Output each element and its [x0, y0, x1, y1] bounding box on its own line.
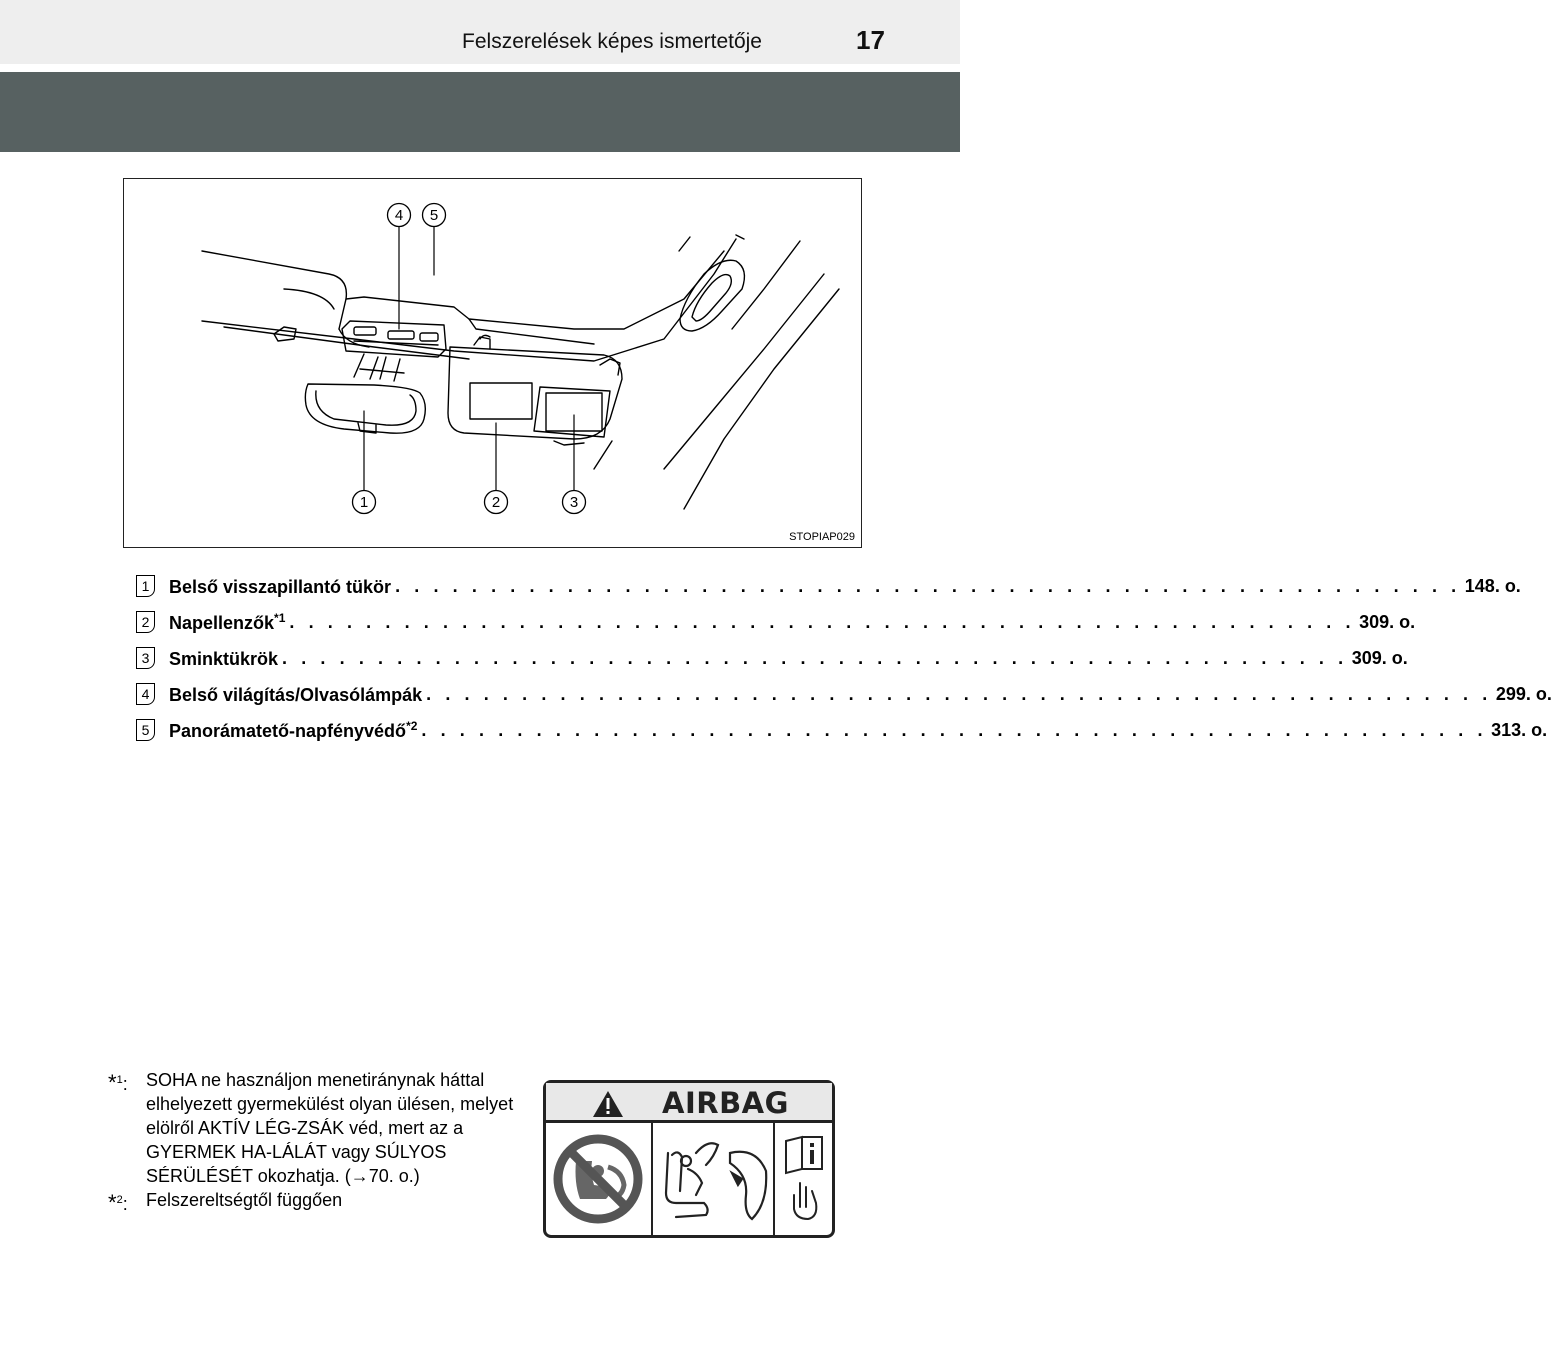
no-rear-facing-child-seat-icon	[558, 1139, 638, 1219]
page-ref: 309. o.	[1359, 611, 1416, 632]
page-ref: 313. o.	[1491, 719, 1548, 740]
footnotes	[108, 1068, 518, 1216]
item-label: Belső világítás/Olvasólámpák	[169, 684, 423, 705]
item-label: Sminktükrök	[169, 648, 279, 669]
airbag-label-pictograms	[546, 1083, 832, 1235]
airbag-title: AIRBAG	[662, 1086, 789, 1120]
callout-3: 3	[569, 494, 579, 511]
figure-code: STOPIAP029	[789, 531, 855, 543]
leader-dots: . . . . . . . . . . . . . . . . . . . . . . . . . . . . . . . . . . . . . . . . . . . . . . . . . . . . . . . .	[289, 611, 1356, 632]
header-separator	[0, 64, 960, 72]
interior-roof-figure	[123, 178, 862, 548]
item-number: 4	[136, 683, 155, 705]
callout-2: 2	[491, 494, 501, 511]
list-item	[136, 676, 1552, 712]
leader-dots: . . . . . . . . . . . . . . . . . . . . . . . . . . . . . . . . . . . . . . . . . . . . . . . . . . . . . . . .	[395, 575, 1461, 596]
item-list	[136, 568, 1552, 748]
callout-4: 4	[394, 207, 404, 224]
leader-dots: . . . . . . . . . . . . . . . . . . . . . . . . . . . . . . . . . . . . . . . . . . . . . . . . . . . . . . . .	[282, 647, 1348, 668]
warning-triangle-icon	[593, 1091, 623, 1117]
footnote-mark: *$^2$:	[108, 1190, 128, 1215]
page-ref: 299. o.	[1495, 683, 1552, 704]
item-number: 5	[136, 719, 155, 741]
list-item	[136, 712, 1548, 748]
callout-labels	[124, 179, 861, 547]
footnote-2	[108, 1188, 518, 1216]
header-band	[0, 72, 960, 152]
item-number: 3	[136, 647, 155, 669]
airbag-deploy-icon	[666, 1143, 766, 1219]
item-label: Napellenzők$^{*1}$	[169, 610, 286, 633]
item-label: Belső visszapillantó tükör	[169, 576, 392, 597]
page-ref: 309. o.	[1351, 647, 1408, 668]
footnote-mark: *$^1$:	[108, 1070, 128, 1095]
item-number: 1	[136, 575, 155, 597]
item-label: Panorámatető-napfényvédő$^{*2}$	[169, 718, 418, 741]
section-title: Felszerelések képes ismertetője	[462, 30, 762, 53]
callout-5: 5	[429, 207, 439, 224]
airbag-warning-label	[543, 1080, 835, 1238]
footnote-text: SOHA ne használjon menetiránynak háttal elhelyezett gyermekülést olyan ülésen, melyet elölről AKTÍV LÉG-ZSÁK véd, mert az a GYERMEK HA-LÁLÁT vagy SÚLYOS SÉRÜLÉSÉT okozhatja. (→70. o.)	[146, 1070, 514, 1186]
list-item	[136, 568, 1521, 604]
manual-info-icon	[786, 1137, 822, 1219]
page-ref: 148. o.	[1464, 575, 1521, 596]
callout-1: 1	[359, 494, 369, 511]
list-item	[136, 604, 1416, 640]
list-item	[136, 640, 1408, 676]
page-number: 17	[856, 25, 885, 55]
leader-dots: . . . . . . . . . . . . . . . . . . . . . . . . . . . . . . . . . . . . . . . . . . . . . . . . . . . . . . . .	[426, 683, 1492, 704]
footnote-text: Felszereltségtől függően	[146, 1190, 343, 1210]
header-bar	[0, 0, 960, 64]
footnote-1	[108, 1068, 518, 1188]
item-number: 2	[136, 611, 155, 633]
leader-dots: . . . . . . . . . . . . . . . . . . . . . . . . . . . . . . . . . . . . . . . . . . . . . . . . . . . . . . . .	[421, 719, 1488, 740]
